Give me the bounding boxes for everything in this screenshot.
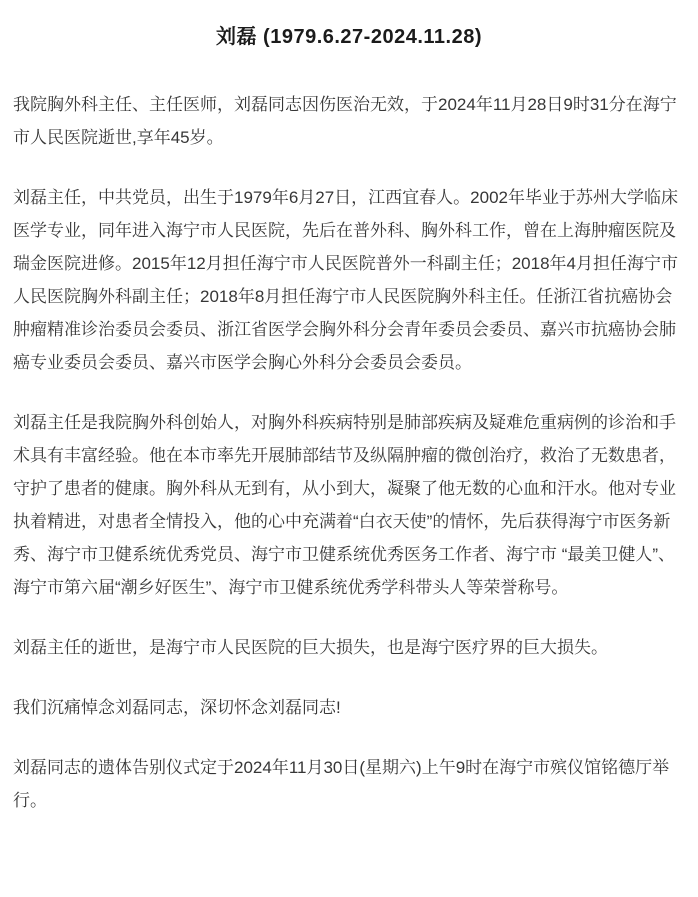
- paragraph-loss-statement: 刘磊主任的逝世，是海宁市人民医院的巨大损失，也是海宁医疗界的巨大损失。: [13, 638, 608, 657]
- paragraph-death-announcement: 我院胸外科主任、主任医师，刘磊同志因伤医治无效，于2024年11月28日9时31分在海宁市人民医院逝世,享年45岁。: [13, 95, 677, 147]
- paragraph-biography: 刘磊主任，中共党员，出生于1979年6月27日，江西宜春人。2002年毕业于苏州大学临床医学专业，同年进入海宁市人民医院，先后在普外科、胸外科工作，曾在上海肿瘤医院及瑞金医院进修。2015年12月担任海宁市人民医院普外一科副主任；2018年4月担任海宁市人民医院胸外科副主任；2018年8月担任海宁市人民医院胸外科主任。任浙江省抗癌协会肿瘤精准诊治委员会委员、浙江省医学会胸外科分会青年委员会委员、嘉兴市抗癌协会肺癌专业委员会委员、嘉兴市医学会胸心外科分会委员会委员。: [13, 188, 678, 372]
- paragraph-farewell-ceremony: 刘磊同志的遗体告别仪式定于2024年11月30日(星期六)上午9时在海宁市殡仪馆铭德厅举行。: [13, 758, 670, 810]
- paragraph-achievements: 刘磊主任是我院胸外科创始人，对胸外科疾病特别是肺部疾病及疑难危重病例的诊治和手术具有丰富经验。他在本市率先开展肺部结节及纵隔肿瘤的微创治疗，救治了无数患者，守护了患者的健康。胸外科从无到有，从小到大，凝聚了他无数的心血和汗水。他对专业执着精进，对患者全情投入，他的心中充满着“白衣天使”的情怀，先后获得海宁市医务新秀、海宁市卫健系统优秀党员、海宁市卫健系统优秀医务工作者、海宁市 “最美卫健人”、海宁市第六届“潮乡好医生”、海宁市卫健系统优秀学科带头人等荣誉称号。: [13, 413, 676, 597]
- page-title: 刘磊 (1979.6.27-2024.11.28): [215, 26, 482, 48]
- paragraph-mourning-statement: 我们沉痛悼念刘磊同志，深切怀念刘磊同志!: [13, 698, 341, 717]
